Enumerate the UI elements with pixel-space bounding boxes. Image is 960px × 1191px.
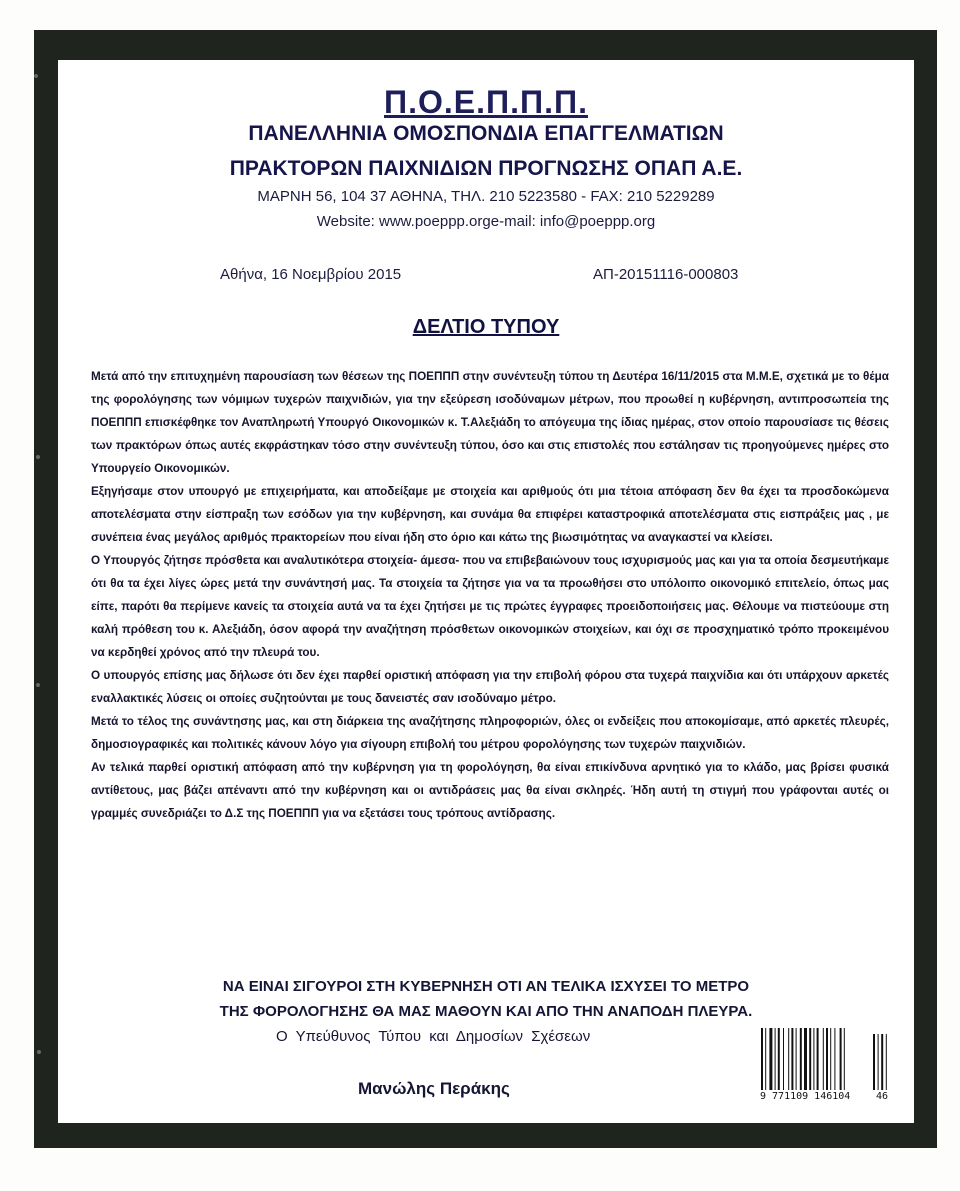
body-paragraph: Ο Υπουργός ζήτησε πρόσθετα και αναλυτικότερα στοιχεία- άμεσα- που να επιβεβαιώνουν τους ισχυρισμούς μας και για τα οποία δεσμευτήκαμε ότι θα τα έχει λίγες ώρες μετά την συνάντησή μας. Τα στοιχεία τα ζήτησε για να τα προωθήσει στο υπόλοιπο οικονομικό επιτελείο, όπως μας είπε, παρότι θα περίμενε κανείς τα στοιχεία αυτά να τα έχει ζητήσει με τις πρώτες έγγραφες προειδοποιήσεις μας. Θέλουμε να πιστεύουμε στη καλή πρόθεση του κ. Αλεξιάδη, όσον αφορά την αναζήτηση πρόσθετων οικονομικών στοιχείων, και όχι σε προσχηματικό τρόπο προκειμένου να κερδηθεί χρόνος από την πλευρά του. bbox=[91, 554, 889, 659]
org-abbreviation: Π.Ο.Ε.Π.Π.Π. bbox=[383, 84, 588, 120]
scan-speck bbox=[37, 1050, 41, 1054]
scan-speck bbox=[36, 683, 40, 687]
signatory-name: Μανώλης Περάκης bbox=[358, 1079, 510, 1098]
org-full-name-line1: ΠΑΝΕΛΛΗΝΙΑ ΟΜΟΣΠΟΝΔΙΑ ΕΠΑΓΓΕΛΜΑΤΙΩΝ bbox=[248, 122, 724, 145]
body-paragraph: Αν τελικά παρθεί οριστική απόφαση από την κυβέρνηση για τη φορολόγηση, θα είναι επικίνδυνα αρνητικό για το κλάδο, μας βρίσει φυσικά αντίθετους, μας βάζει απέναντι από την κυβέρνηση και οι αντιδράσεις μας θα είναι σκληρές. Ήδη αυτή τη στιγμή που γράφονται αυτές οι γραμμές συνεδριάζει το Δ.Σ της ΠΟΕΠΠΠ για να εξετάσει τους τρόπους αντίδρασης. bbox=[91, 761, 889, 820]
body-paragraph: Εξηγήσαμε στον υπουργό με επιχειρήματα, και αποδείξαμε με στοιχεία και αριθμούς ότι μια τέτοια απόφαση δεν θα έχει τα προσδοκώμενα αποτελέσματα στην είσπραξη των εσόδων για την κυβέρνηση, και συνάμα θα επιφέρει καταστροφικά αποτελέσματα στις εισπράξεις μας , με συνέπεια ένας μεγάλος αριθμός πρακτορείων που είναι ήδη στο όριο και κάτω της βιωσιμότητας να αναγκαστεί να κλείσει. bbox=[91, 485, 889, 544]
document-date: Αθήνα, 16 Νοεμβρίου 2015 bbox=[220, 266, 402, 283]
document-body bbox=[91, 365, 889, 825]
barcode-number: 9 771109 146104 bbox=[760, 1091, 851, 1102]
responsible-title: Ο Υπεύθυνος Τύπου και Δημοσίων Σχέσεων bbox=[276, 1028, 591, 1045]
document-reference: ΑΠ-20151116-000803 bbox=[593, 266, 739, 283]
body-paragraph: Ο υπουργός επίσης μας δήλωσε ότι δεν έχει παρθεί οριστική απόφαση για την επιβολή φόρου στα τυχερά παιχνίδια και ότι υπάρχουν αρκετές εναλλακτικές λύσεις οι οποίες συζητούνται με τους δανειστές σαν ισοδύναμο μέτρο. bbox=[91, 669, 889, 705]
body-paragraph: Μετά το τέλος της συνάντησης μας, και στη διάρκεια της αναζήτησης πληροφοριών, όλες οι ενδείξεις που αποκομίσαμε, από αρκετές πλευρές, δημοσιογραφικές και πολιτικές κάνουν λόγο για σίγουρη επιβολή του μέτρου φορολόγησης των τυχερών παιχνιδιών. bbox=[91, 715, 889, 751]
scan-speck bbox=[34, 74, 38, 78]
org-address: ΜΑΡΝΗ 56, 104 37 ΑΘΗΝΑ, ΤΗΛ. 210 5223580 - FAX: 210 5229289 bbox=[257, 188, 715, 205]
closing-slogan bbox=[58, 974, 914, 1024]
org-full-name-line2: ΠΡΑΚΤΟΡΩΝ ΠΑΙΧΝΙΔΙΩΝ ΠΡΟΓΝΩΣΗΣ ΟΠΑΠ Α.Ε. bbox=[229, 157, 743, 180]
slogan-line2: ΤΗΣ ΦΟΡΟΛΟΓΗΣΗΣ ΘΑ ΜΑΣ ΜΑΘΟΥΝ ΚΑΙ ΑΠΟ ΤΗΝ ΑΝΑΠΟΔΗ ΠΛΕΥΡΑ. bbox=[219, 1003, 753, 1020]
barcode-bars bbox=[759, 1028, 895, 1090]
body-paragraph: Μετά από την επιτυχημένη παρουσίαση των θέσεων της ΠΟΕΠΠΠ στην συνέντευξη τύπου τη Δευτέρα 16/11/2015 στα Μ.Μ.Ε, σχετικά με το θέμα της φορολόγησης των νόμιμων τυχερών παιχνιδιών, για την εξεύρεση ισοδύναμων μέτρων, που προωθεί η κυβέρνηση, αντιπροσωπεία της ΠΟΕΠΠΠ επισκέφθηκε τον Αναπληρωτή Υπουργό Οικονομικών κ. Τ.Αλεξιάδη το απόγευμα της ίδιας ημέρας, στον οποίο παρουσίασε τις θέσεις των πρακτόρων όπως αυτές εκφράστηκαν τόσο στην συνέντευξη τύπου, όσο και στις επιστολές που εστάλησαν τις προηγούμενες ημέρες στο Υπουργείο Οικονομικών. bbox=[91, 370, 889, 475]
org-web-email: Website: www.poeppp.orge-mail: info@poeppp.org bbox=[316, 213, 656, 230]
scan-speck bbox=[36, 455, 40, 459]
barcode-addon-number: 46 bbox=[876, 1091, 889, 1102]
slogan-line1: ΝΑ ΕΙΝΑΙ ΣΙΓΟΥΡΟΙ ΣΤΗ ΚΥΒΕΡΝΗΣΗ ΟΤΙ ΑΝ ΤΕΛΙΚΑ ΙΣΧΥΣΕΙ ΤΟ ΜΕΤΡΟ bbox=[222, 978, 750, 995]
document-title: ΔΕΛΤΙΟ ΤΥΠΟΥ bbox=[412, 316, 560, 338]
press-release-sheet bbox=[58, 60, 914, 1123]
